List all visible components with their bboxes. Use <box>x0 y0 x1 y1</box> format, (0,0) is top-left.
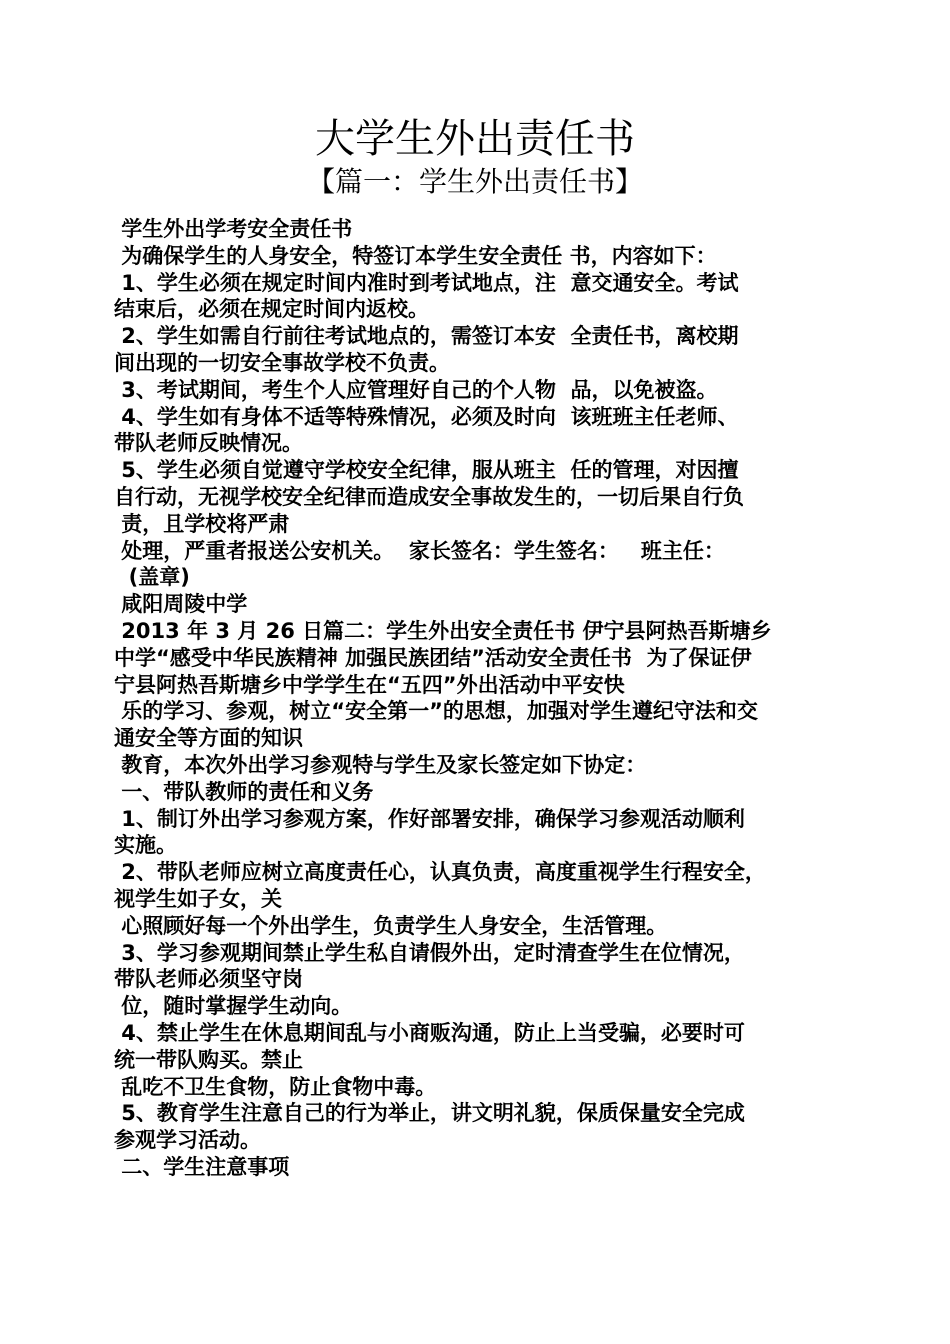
body-line: 为确保学生的人身安全，特签订本学生安全责任 书，内容如下： <box>114 243 717 268</box>
document-body <box>114 216 844 1181</box>
body-line: 带队老师必须坚守岗 <box>114 967 303 992</box>
body-line: 5、学生必须自觉遵守学校安全纪律，服从班主 任的管理，对因擅 <box>114 458 739 483</box>
body-line: 一、带队教师的责任和义务 <box>114 779 374 804</box>
body-line: 自行动，无视学校安全纪律而造成安全事故发生的，一切后果自行负 <box>114 484 744 509</box>
body-line: 位，随时掌握学生动向。 <box>114 994 353 1019</box>
body-line: 学生外出学考安全责任书 <box>114 217 353 241</box>
body-line: 咸阳周陵中学 <box>114 592 248 617</box>
body-line: 2013 年 3 月 26 日篇二：学生外出安全责任书 伊宁县阿热吾斯塘乡 <box>114 618 772 643</box>
document-subtitle: 【篇一：学生外出责任书】 <box>306 165 643 198</box>
body-line: 2、带队老师应树立高度责任心，认真负责，高度重视学生行程安全， <box>114 860 766 885</box>
body-line: 3、考试期间，考生个人应管理好自己的个人物 品，以免被盗。 <box>114 377 718 402</box>
body-line: 4、禁止学生在休息期间乱与小商贩沟通，防止上当受骗，必要时可 <box>114 1020 745 1045</box>
body-line: (盖章) <box>114 565 190 590</box>
body-line: 带队老师反映情况。 <box>114 431 303 456</box>
body-line: 结束后，必须在规定时间内返校。 <box>114 297 429 322</box>
body-line: 5、教育学生注意自己的行为举止，讲文明礼貌，保质保量安全完成 <box>114 1101 745 1126</box>
body-line: 通安全等方面的知识 <box>114 726 303 751</box>
body-line: 统一带队购买。禁止 <box>114 1047 303 1072</box>
body-line: 1、制订外出学习参观方案，作好部署安排，确保学习参观活动顺利 <box>114 806 745 831</box>
body-line: 乱吃不卫生食物，防止食物中毒。 <box>114 1074 437 1099</box>
body-line: 二、学生注意事项 <box>114 1154 290 1179</box>
body-line: 2、学生如需自行前往考试地点的，需签订本安 全责任书，离校期 <box>114 324 739 349</box>
body-line: 心照顾好每一个外出学生，负责学生人身安全，生活管理。 <box>114 913 668 938</box>
body-line: 间出现的一切安全事故学校不负责。 <box>114 350 450 375</box>
body-line: 参观学习活动。 <box>114 1128 261 1153</box>
body-line: 宁县阿热吾斯塘乡中学学生在“五四”外出活动中平安快 <box>114 672 625 697</box>
body-line: 4、学生如有身体不适等特殊情况，必须及时向 该班班主任老师、 <box>114 404 739 429</box>
document-title: 大学生外出责任书 <box>315 116 635 162</box>
body-line: 乐的学习、参观，树立“安全第一”的思想，加强对学生遵纪守法和交 <box>114 699 758 724</box>
body-line: 处理，严重者报送公安机关。 家长签名：学生签名： 班主任： <box>114 538 725 563</box>
body-line: 1、学生必须在规定时间内准时到考试地点，注 意交通安全。考试 <box>114 270 739 295</box>
body-line: 中学“感受中华民族精神 加强民族团结”活动安全责任书 为了保证伊 <box>114 645 752 670</box>
body-line: 教育，本次外出学习参观特与学生及家长签定如下协定： <box>114 752 647 777</box>
body-line: 实施。 <box>114 833 177 858</box>
body-line: 责，且学校将严肃 <box>114 511 290 536</box>
body-line: 3、学习参观期间禁止学生私自请假外出，定时清查学生在位情况， <box>114 940 745 965</box>
body-line: 视学生如子女，关 <box>114 886 282 911</box>
